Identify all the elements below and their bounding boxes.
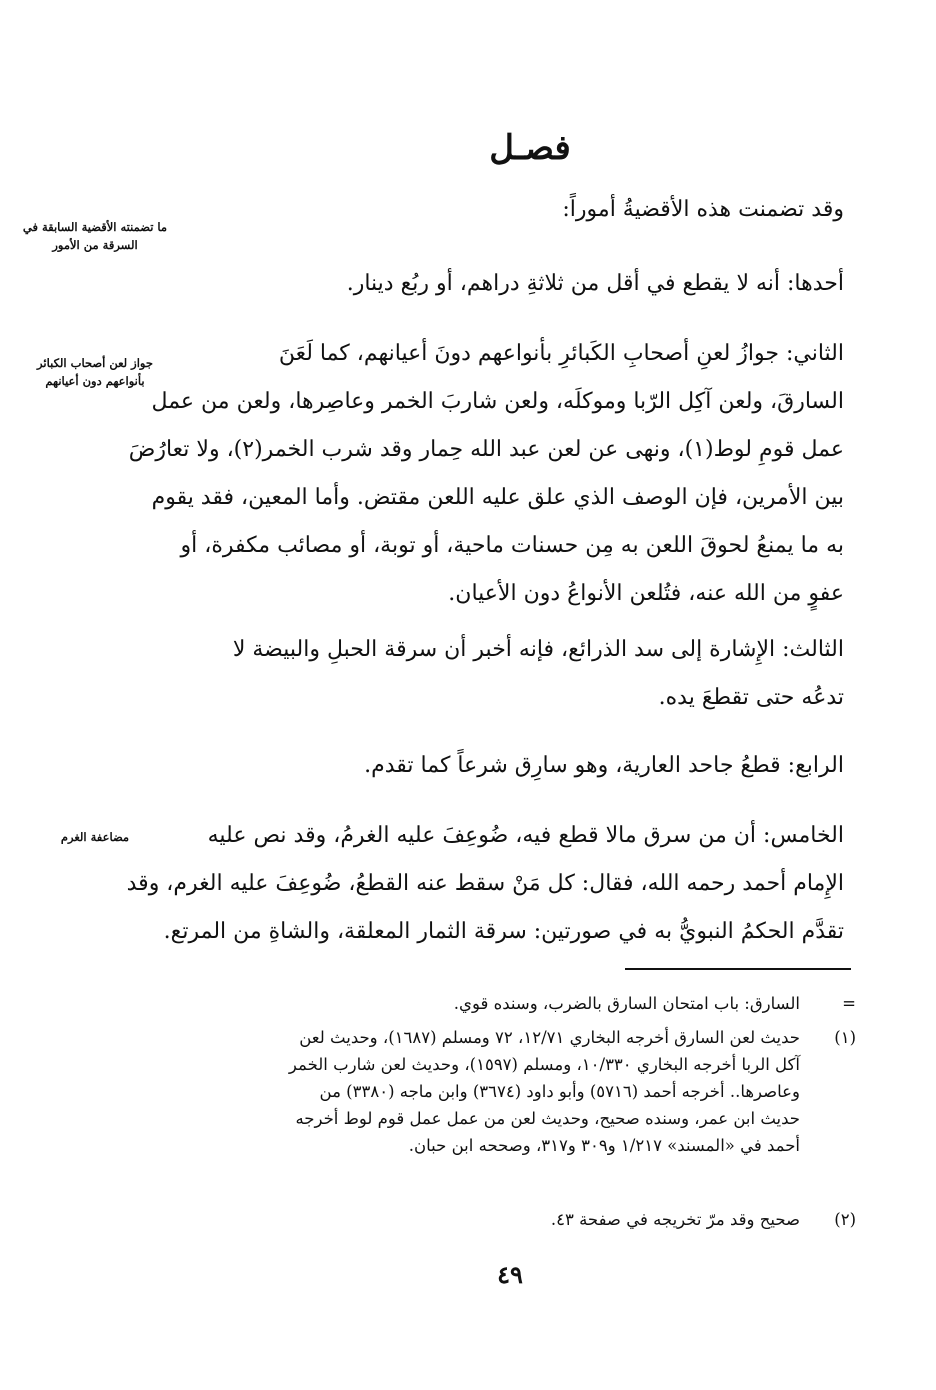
point-second-line: عمل قومِ لوط(١)، ونهى عن لعن عبد الله حِمار وقد شرب الخمر(٢)، ولا تعارُضَ: [128, 437, 844, 462]
page-number: ٤٩: [497, 1260, 523, 1289]
footnote-line: حديث لعن السارق أخرجه البخاري ١٢/٧١، ٧٢ ومسلم (١٦٨٧)، وحديث لعن: [299, 1028, 800, 1047]
point-third-line: الثالث: الإِشارة إلى سد الذرائع، فإنه أخبر أن سرقة الحبلِ والبيضة لا: [232, 637, 844, 662]
point-second-line: بين الأمرين، فإن الوصف الذي علق عليه اللعن مقتض. وأما المعين، فقد يقوم: [151, 485, 844, 510]
footnote-separator: [625, 968, 851, 970]
point-third-line: تدعُه حتى تقطعَ يده.: [658, 685, 844, 710]
intro-line: وقد تضمنت هذه الأقضيةُ أموراً:: [562, 197, 844, 222]
side-note-cursing: جواز لعن أصحاب الكبائر بأنواعهم دون أعيانهم: [37, 356, 153, 388]
side-note-double-fine: مضاعفة الغرم: [60, 830, 130, 844]
point-second: [128, 330, 844, 618]
footnote-mark: (٢): [834, 1210, 856, 1229]
footnote-line: وعاصرها.. أخرجه أحمد (٥٧١٦) وأبو داود (٣٦٧٤) وابن ماجه (٣٣٨٠) من: [319, 1082, 800, 1101]
footnote-continued: [96, 990, 856, 1017]
footnote-1: [96, 1024, 856, 1159]
point-second-line: السارقَ، ولعن آكِل الرّبا وموكلَه، ولعن شاربَ الخمر وعاصِرها، ولعن من عمل: [151, 389, 844, 414]
footnote-mark: =: [842, 994, 856, 1013]
point-fifth: [126, 812, 844, 956]
footnote-text: السارق: باب امتحان السارق بالضرب، وسنده قوي.: [453, 994, 800, 1013]
footnote-line: حديث ابن عمر، وسنده صحيح، وحديث لعن من عمل عمل قوم لوط أخرجه: [295, 1109, 800, 1128]
point-third: [172, 626, 844, 722]
footnote-line: أحمد في «المسند» ١/٢١٧ و٣٠٩ و٣١٧، وصححه ابن حبان.: [408, 1136, 800, 1155]
footnote-mark: (١): [834, 1028, 856, 1047]
point-fifth-line: الإِمام أحمد رحمه الله، فقال: كل مَنْ سقط عنه القطعُ، ضُوعِفَ عليه الغرم، وقد: [126, 871, 844, 896]
footnote-2: [96, 1206, 856, 1233]
point-second-line: به ما يمنعُ لحوقَ اللعن به مِن حسنات ماحية، أو توبة، أو مصائب مكفرة، أو: [180, 533, 844, 558]
point-second-line: الثاني: جوازُ لعنِ أصحابِ الكَبائرِ بأنواعهم دونَ أعيانهم، كما لَعَنَ: [278, 341, 844, 366]
point-fifth-line: الخامس: أن من سرق مالا قطع فيه، ضُوعِفَ عليه الغرمُ، وقد نص عليه: [207, 823, 844, 848]
point-second-line: عفوٍ من الله عنه، فتُلعن الأنواعُ دون الأعيان.: [448, 581, 844, 606]
point-fourth: الرابع: قطعُ جاحد العارية، وهو سارِق شرعاً كما تقدم.: [364, 753, 844, 778]
footnote-line: آكل الربا أخرجه البخاري ١٠/٣٣٠، ومسلم (١٥٩٧)، وحديث لعن شارب الخمر: [288, 1055, 800, 1074]
side-note-matters: ما تضمنته الأقضية السابقة في السرقة من الأمور: [22, 220, 168, 252]
section-heading: فصـل: [489, 128, 571, 168]
point-fifth-line: تقدَّم الحكمُ النبويُّ به في صورتين: سرقة الثمار المعلقة، والشاةِ من المرتع.: [163, 919, 844, 944]
footnote-text: صحيح وقد مرّ تخريجه في صفحة ٤٣.: [550, 1210, 800, 1229]
point-first: أحدها: أنه لا يقطع في أقل من ثلاثةِ دراهم، أو ربُع دينار.: [346, 271, 844, 296]
